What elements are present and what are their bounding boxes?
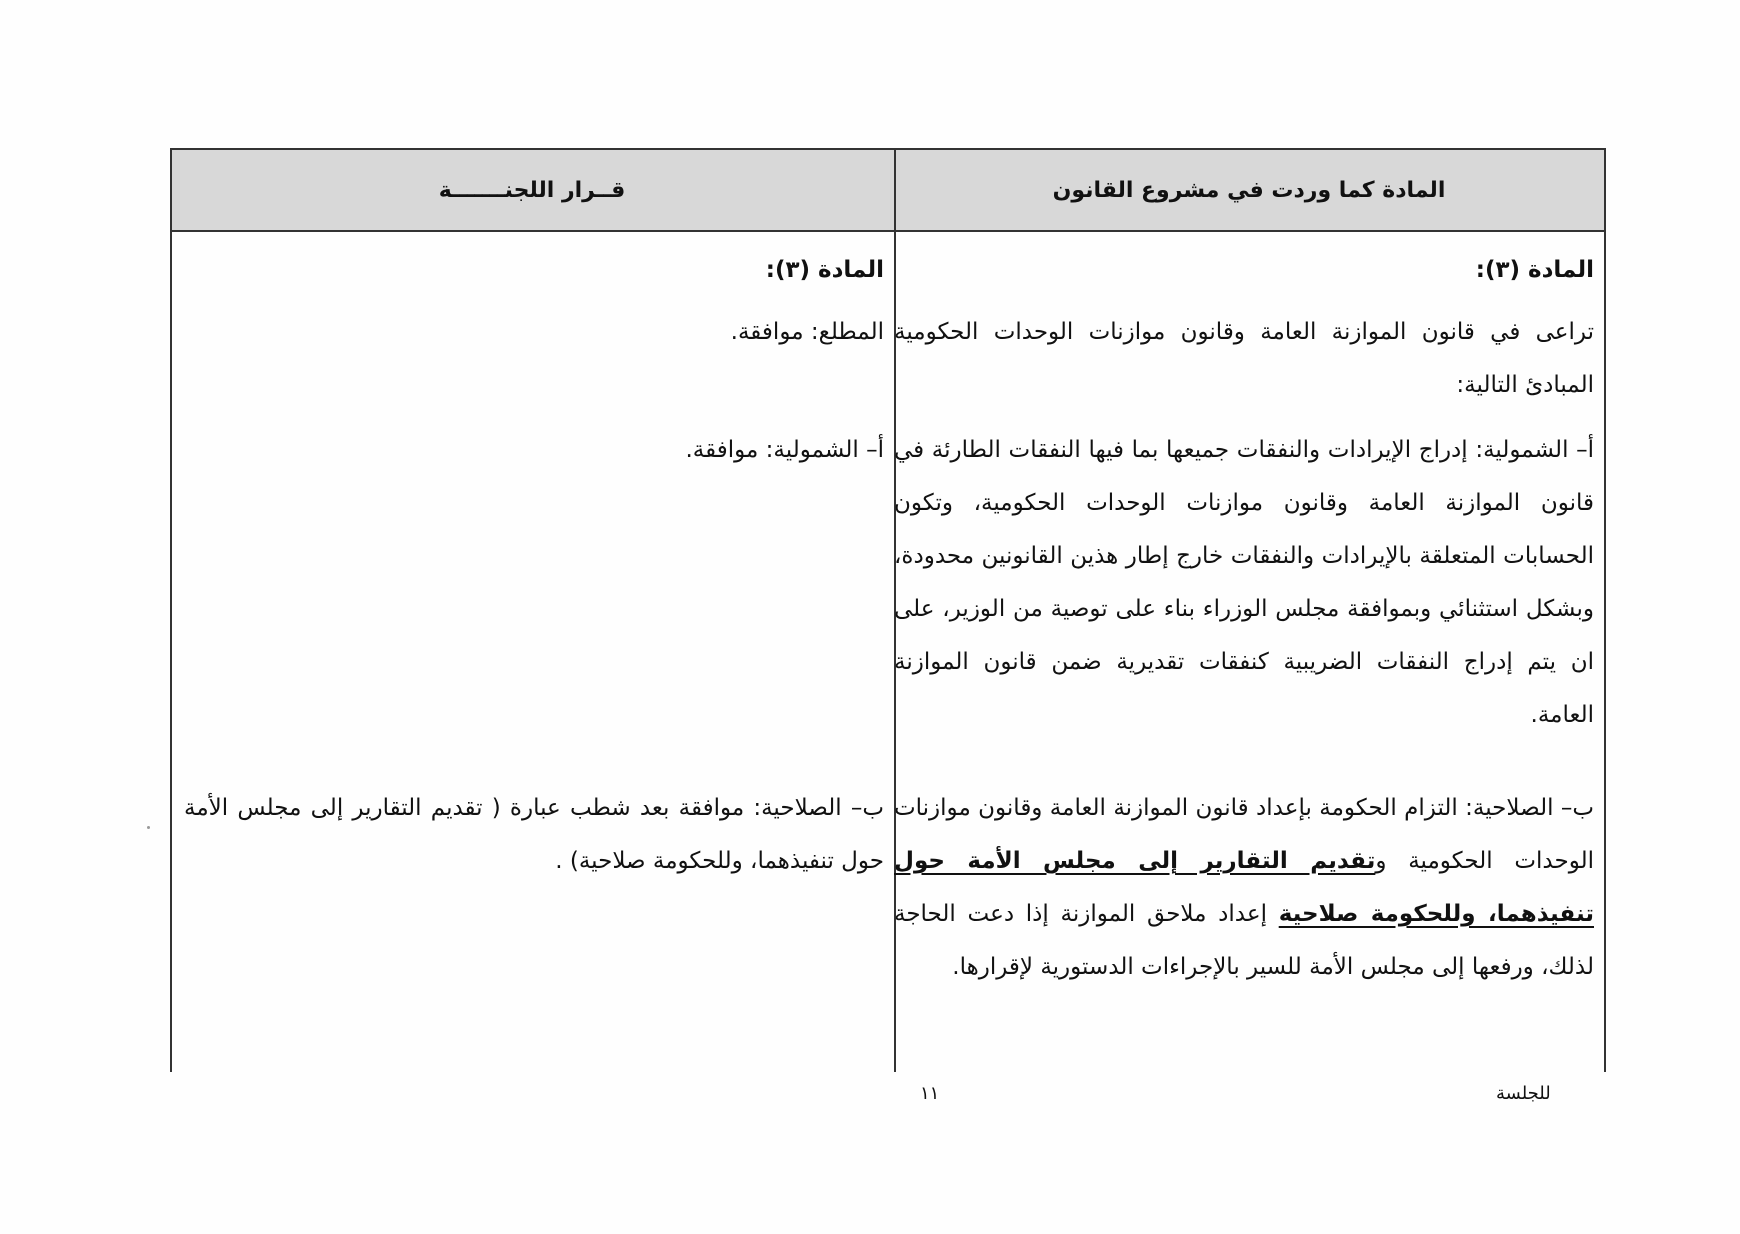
- header-original-article: المادة كما وردت في مشروع القانون: [1052, 177, 1446, 203]
- item-b-struck-phrase: تقديم التقارير إلى مجلس الأمة حول تنفيذهما، وللحكومة صلاحية: [894, 848, 1594, 927]
- item-b-text-start: ب– الصلاحية: التزام الحكومة بإعداد قانون الموازنة العامة وقانون موازنات الوحدات الحكومية و: [894, 795, 1594, 874]
- scan-speck: [147, 826, 150, 829]
- item-b-text-end: إعداد ملاحق الموازنة إذا دعت الحاجة لذلك، ورفعها إلى مجلس الأمة للسير بالإجراءات الدستورية لإقرارها.: [894, 901, 1594, 980]
- table-header-row: [172, 150, 1604, 232]
- page-number: ١١: [920, 1083, 940, 1104]
- item-b-decision: ب– الصلاحية: موافقة بعد شطب عبارة ( تقديم التقارير إلى مجلس الأمة حول تنفيذهما، وللحكومة صلاحية) .: [184, 795, 884, 874]
- article-title-decision: المادة (٣):: [765, 257, 884, 283]
- article-intro: تراعى في قانون الموازنة العامة وقانون موازنات الوحدات الحكومية المبادئ التالية:: [894, 319, 1594, 398]
- item-b-validity: [894, 782, 1594, 994]
- header-committee-decision: قــرار اللجنـــــــة: [438, 177, 626, 203]
- comparison-table: [170, 148, 1606, 1072]
- item-a-decision: أ– الشمولية: موافقة.: [685, 437, 884, 463]
- item-a-comprehensiveness: أ– الشمولية: إدراج الإيرادات والنفقات جميعها بما فيها النفقات الطارئة في قانون الموازنة العامة وقانون موازنات الوحدات الحكومية، وتكون الحسابات المتعلقة بالإيرادات والنفقات خارج إطار هذين القانونين محدودة، وبشكل استثنائي وبموافقة مجلس الوزراء بناء على توصية من الوزير، على ان يتم إدراج النفقات الضريبية كنفقات تقديرية ضمن قانون الموازنة العامة.: [894, 437, 1594, 728]
- article-title-original: المادة (٣):: [1475, 257, 1594, 283]
- intro-decision: المطلع: موافقة.: [730, 319, 884, 345]
- footer-session-label: للجلسة: [1496, 1083, 1551, 1104]
